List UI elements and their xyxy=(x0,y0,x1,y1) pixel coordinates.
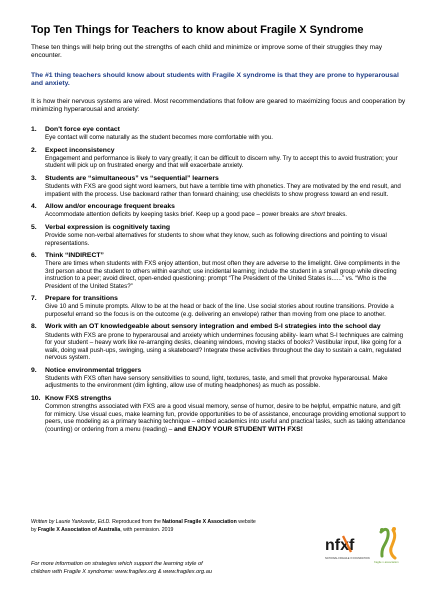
author-credit: Written by Laurie Yankowitz, Ed.D. xyxy=(31,519,111,525)
item-number: 3. xyxy=(31,174,37,182)
credit-text: , with permission. 2019 xyxy=(120,527,174,534)
item-number: 7. xyxy=(31,295,37,303)
item-title: Work with an OT knowledgeable about sensory integration and embed S-I strategies into the school day xyxy=(45,323,381,331)
item-body-emphasis: short xyxy=(311,211,325,219)
nfxf-logo-caption: NATIONAL FRAGILE X FOUNDATION xyxy=(325,557,370,560)
credit-text: by xyxy=(31,527,38,534)
item-title: Notice environmental triggers xyxy=(45,366,142,374)
more-info-footer xyxy=(31,560,311,576)
list-item xyxy=(31,395,409,433)
item-body: There are times when students with FXS enjoy attention, but most often they are adverse to the limelight. Give compliments in the 3rd person about the student to others within earshot; use incidental learning; include the student in a small group while directing instruction to a peer; avoid direct, open-ended questioning: prompt “The President of the United States is......” vs. “Who is the President of the United States?” xyxy=(45,260,400,290)
footer-line-2: children with Fragile X syndrome: www.fragilex.org & www.fragilex.org.au xyxy=(31,569,212,575)
item-title: Expect inconsistency xyxy=(45,146,115,154)
item-title: Students are “simultaneous” vs “sequential” learners xyxy=(45,174,219,182)
item-body: Give 10 and 5 minute prompts. Allow to be at the head or back of the line. Use social stories about routine transitions. Provide a purposeful errand so the focus is on the outcome (e.g. delivering an envelope) rather than moving from one place to another. xyxy=(45,303,394,318)
item-body xyxy=(45,211,409,219)
item-number: 10. xyxy=(31,394,41,402)
list-item xyxy=(31,323,409,361)
list-item xyxy=(31,367,409,390)
fxa-logo xyxy=(373,526,403,564)
item-number: 8. xyxy=(31,323,37,331)
list-item xyxy=(31,252,409,290)
item-title: Know FXS strengths xyxy=(45,394,112,402)
item-body-bold: and ENJOY YOUR STUDENT WITH FXS! xyxy=(173,425,303,433)
fxa-logo-dot-green xyxy=(380,528,384,532)
attribution-line-1 xyxy=(31,518,331,526)
context-paragraph: It is how their nervous systems are wired. Most recommendations that follow are geared to maximizing focus and cooperation by minimizing hyperarousal and anxiety: xyxy=(31,98,406,114)
item-body-text: Accommodate attention deficits by keeping tasks brief. Keep up a good pace – power breaks are xyxy=(45,211,312,219)
nfxf-logo-text: nfxf xyxy=(325,537,355,554)
item-body: Students with FXS are good sight word learners, but have a terrible time with phonetics. They are motivated by the end result, and impatient with the process. Use backward rather than forward chaining; use checklists to show progress toward an end result. xyxy=(45,183,401,198)
footer-line-1: For more information on strategies which support the learning style of xyxy=(31,561,203,567)
item-body: Provide some non-verbal alternatives for students to show what they know, such as following directions and pointing to visual representations. xyxy=(45,231,387,247)
item-number: 1. xyxy=(31,126,37,133)
attribution-line-2 xyxy=(31,526,331,534)
list-item xyxy=(31,175,409,198)
attribution xyxy=(31,518,331,534)
item-number: 6. xyxy=(31,251,37,259)
item-number: 2. xyxy=(31,146,37,154)
item-number: 9. xyxy=(31,366,37,374)
credit-text: website xyxy=(236,519,256,525)
list-item xyxy=(31,147,409,170)
item-body xyxy=(45,403,409,433)
list-item xyxy=(31,295,409,318)
item-number: 4. xyxy=(31,203,37,211)
page-title: Top Ten Things for Teachers to know about Fragile X Syndrome xyxy=(31,24,364,36)
item-title: Think “INDIRECT” xyxy=(45,251,104,259)
nfxf-logo xyxy=(323,530,371,564)
key-point: The #1 thing teachers should know about students with Fragile X syndrome is that they are prone to hyperarousal and anxiety. xyxy=(31,72,399,88)
credit-text: Reproduced from the xyxy=(110,519,163,525)
fxaa-name: Fragile X Association of Australia xyxy=(37,527,121,534)
tips-list xyxy=(31,126,409,438)
list-item xyxy=(31,224,409,247)
list-item xyxy=(31,126,409,142)
fxa-logo-caption: fragile x association xyxy=(374,560,399,564)
item-number: 5. xyxy=(31,223,37,231)
item-title: Prepare for transitions xyxy=(45,295,118,303)
fxa-logo-dot-orange xyxy=(392,527,396,531)
list-item xyxy=(31,203,409,219)
fxa-logo-figure-orange xyxy=(391,530,395,558)
item-body: Students with FXS are prone to hyperarousal and anxiety which undermines focusing ability- learn what S-I techniques are calming for your student – heavy work like re-arranging desks, cleaning windows, moving stacks of books? Vestibular input, like going for a walk, doing wall push-ups, swinging, using a skateboard? Integrate these activities throughout the day to sustain a calm, regulated nervous system. xyxy=(45,331,404,362)
item-body: Engagement and performance is likely to vary greatly; it can be difficult to discern why. Try to accept this to avoid frustration; your student will pick up on frustrated energy and that will exacerbate anxiety. xyxy=(45,154,398,170)
item-body-end: breaks. xyxy=(325,211,348,219)
item-title: Allow and/or encourage frequent breaks xyxy=(45,203,175,211)
item-body-text: Common strengths associated with FXS are a good visual memory, sense of humor, desire to be helpful, empathic nature, and gift for mimicry. Use visual cues, make learning fun, provide opportunities to be of assistance, encourage providing emotional support to peers, use modeling as a primary teaching technique – embed academics into useful and practical tasks, such as taking attendance (counting) or ordering from a menu (reading) – xyxy=(45,403,406,433)
item-title: Verbal expression is cognitively taxing xyxy=(45,223,171,231)
fxa-logo-figure-green xyxy=(381,529,388,556)
item-body: Eye contact will come naturally as the student becomes more comfortable with you. xyxy=(45,134,274,142)
nfxa-name: National Fragile X Association xyxy=(162,519,237,525)
item-body: Students with FXS often have sensory sensitivities to sound, light, textures, taste, and smell that provoke hyperarousal. Make adjustments to the environment (dim lighting, allow use of muting headphones) as much as possible. xyxy=(45,374,388,390)
intro-text: These ten things will help bring out the strengths of each child and minimize or improve some of their struggles they may encounter. xyxy=(31,44,383,60)
item-title: Don't force eye contact xyxy=(45,126,120,133)
